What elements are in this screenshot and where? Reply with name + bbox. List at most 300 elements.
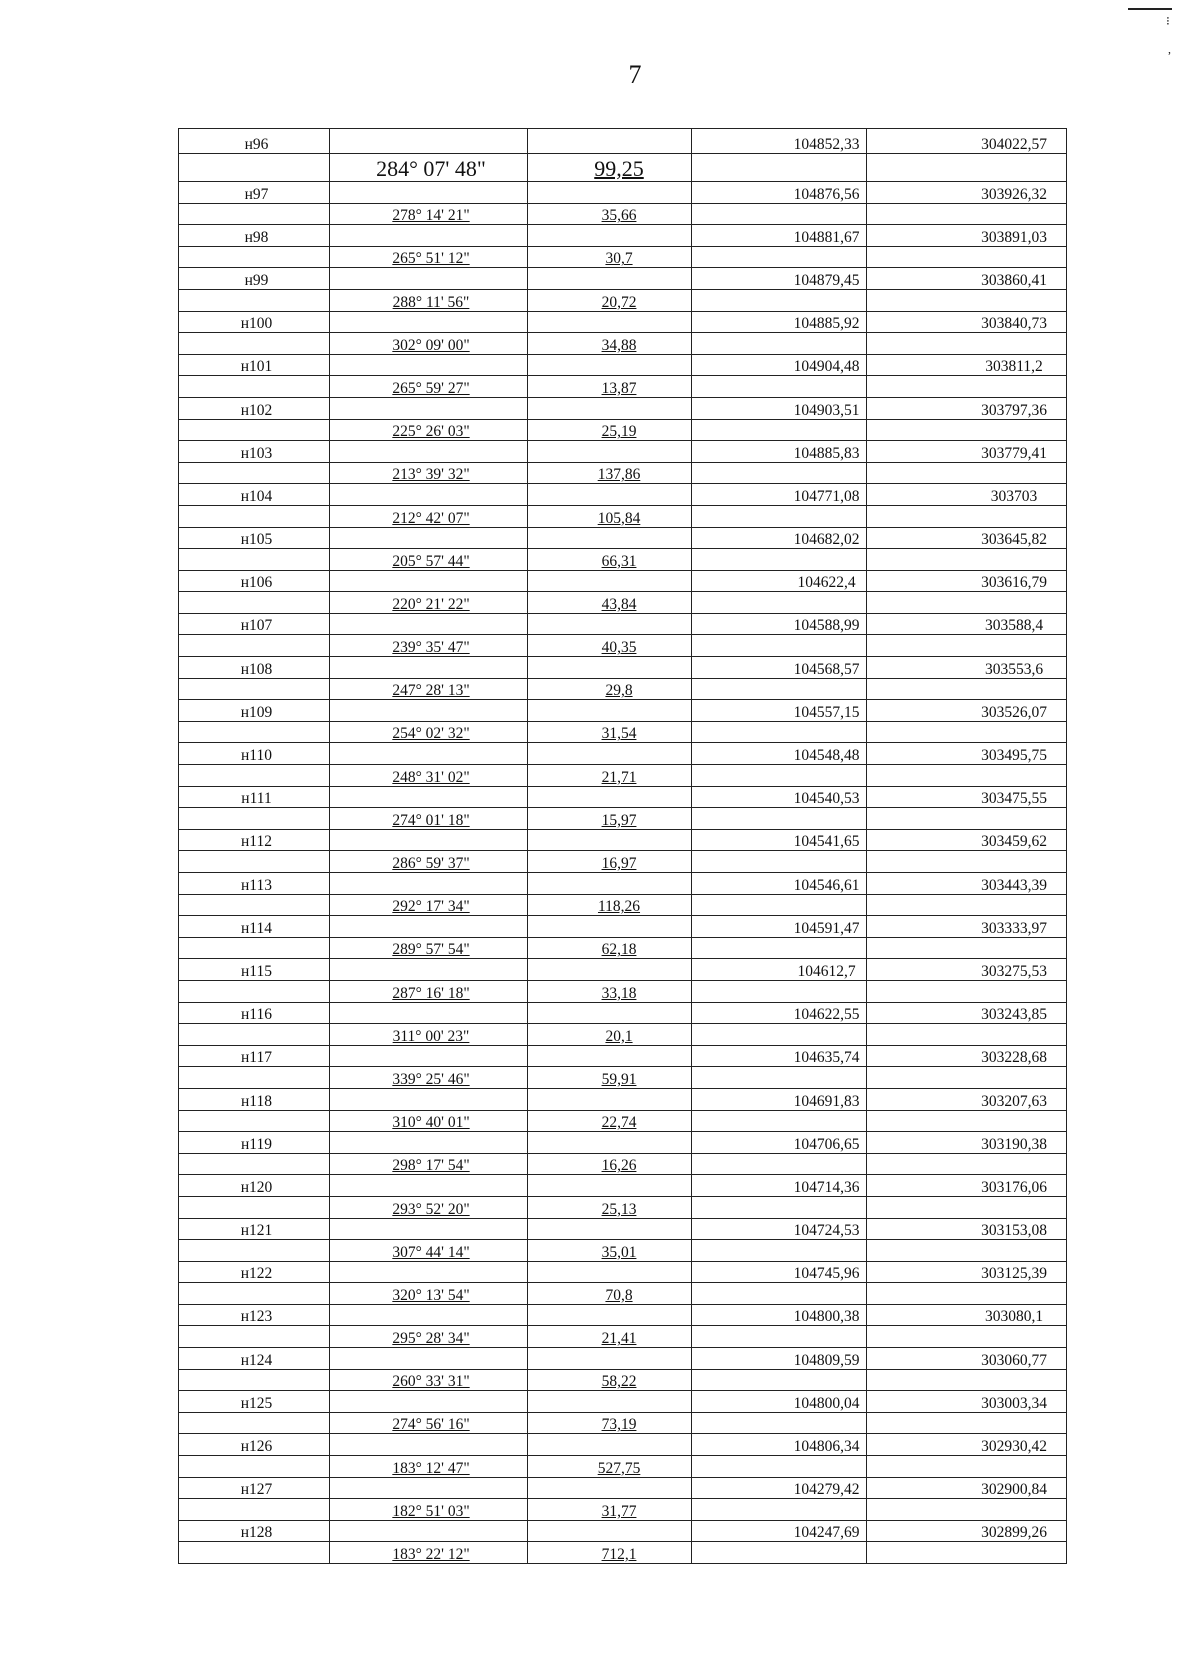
corner-scan-mark xyxy=(1128,8,1172,10)
column-divider xyxy=(691,1478,692,1499)
direction-angle: 183° 12' 47" xyxy=(392,1459,470,1477)
segment-length: 118,26 xyxy=(597,898,641,916)
segment-row xyxy=(179,153,1066,181)
segment-row xyxy=(179,1066,1066,1088)
direction-angle: 213° 39' 32" xyxy=(392,466,470,484)
column-divider xyxy=(329,959,330,980)
column-divider xyxy=(527,722,528,743)
point-name: н101 xyxy=(240,358,273,376)
x-coordinate: 104714,36 xyxy=(793,1178,860,1196)
segment-row xyxy=(179,894,1066,916)
column-divider xyxy=(691,1434,692,1455)
column-divider xyxy=(527,1348,528,1369)
column-divider xyxy=(527,1240,528,1261)
column-divider xyxy=(527,1456,528,1477)
column-divider xyxy=(866,981,867,1002)
column-divider xyxy=(691,268,692,289)
y-coordinate: 303926,32 xyxy=(981,185,1047,203)
point-name: н114 xyxy=(241,919,272,937)
direction-angle: 286° 59' 37" xyxy=(392,855,470,872)
column-divider xyxy=(329,1326,330,1347)
x-coordinate: 104568,57 xyxy=(793,660,860,678)
column-divider xyxy=(329,851,330,872)
column-divider xyxy=(329,743,330,764)
point-row xyxy=(179,1131,1066,1153)
column-divider xyxy=(691,484,692,505)
segment-length: 20,72 xyxy=(601,293,637,311)
column-divider xyxy=(329,808,330,829)
column-divider xyxy=(691,1046,692,1067)
column-divider xyxy=(527,1370,528,1391)
column-divider xyxy=(866,1111,867,1132)
point-name: н128 xyxy=(240,1524,273,1542)
column-divider xyxy=(866,463,867,484)
direction-angle: 239° 35' 47" xyxy=(392,639,470,657)
column-divider xyxy=(866,722,867,743)
column-divider xyxy=(527,1219,528,1240)
column-divider xyxy=(527,1262,528,1283)
segment-row xyxy=(179,721,1066,743)
segment-length: 712,1 xyxy=(601,1546,637,1563)
column-divider xyxy=(527,981,528,1002)
point-row xyxy=(179,1520,1066,1542)
y-coordinate: 303176,06 xyxy=(981,1178,1047,1196)
point-name: н98 xyxy=(244,228,269,246)
segment-length: 99,25 xyxy=(594,156,644,181)
segment-row xyxy=(179,850,1066,872)
segment-row xyxy=(179,332,1066,354)
point-row xyxy=(179,440,1066,462)
column-divider xyxy=(527,420,528,441)
column-divider xyxy=(329,290,330,311)
column-divider xyxy=(329,1046,330,1067)
segment-row xyxy=(179,1412,1066,1434)
direction-angle: 295° 28' 34" xyxy=(392,1330,470,1348)
point-row xyxy=(179,1390,1066,1412)
x-coordinate: 104800,38 xyxy=(793,1308,860,1326)
column-divider xyxy=(329,1434,330,1455)
column-divider xyxy=(527,938,528,959)
segment-row xyxy=(179,1023,1066,1045)
segment-length: 31,77 xyxy=(601,1502,637,1520)
point-row xyxy=(179,483,1066,505)
direction-angle: 307° 44' 14" xyxy=(392,1243,470,1261)
segment-row xyxy=(179,462,1066,484)
column-divider xyxy=(691,700,692,721)
column-divider xyxy=(527,1326,528,1347)
point-row xyxy=(179,1347,1066,1369)
y-coordinate: 303616,79 xyxy=(981,574,1047,592)
segment-length: 25,19 xyxy=(601,423,637,441)
point-row xyxy=(179,354,1066,376)
column-divider xyxy=(866,808,867,829)
segment-length: 58,22 xyxy=(601,1373,637,1391)
column-divider xyxy=(329,1499,330,1520)
column-divider xyxy=(866,1326,867,1347)
column-divider xyxy=(329,1197,330,1218)
x-coordinate: 104622,4 xyxy=(797,574,856,592)
point-row xyxy=(179,128,1066,153)
segment-length: 21,71 xyxy=(601,768,637,786)
column-divider xyxy=(866,333,867,354)
point-name: н122 xyxy=(240,1265,273,1283)
x-coordinate: 104724,53 xyxy=(793,1222,860,1240)
column-divider xyxy=(527,1499,528,1520)
segment-row xyxy=(179,634,1066,656)
column-divider xyxy=(527,635,528,656)
y-coordinate: 303891,03 xyxy=(981,228,1047,246)
column-divider xyxy=(691,873,692,894)
point-row xyxy=(179,267,1066,289)
direction-angle: 320° 13' 54" xyxy=(392,1286,470,1304)
column-divider xyxy=(329,787,330,808)
column-divider xyxy=(329,1132,330,1153)
column-divider xyxy=(691,1132,692,1153)
direction-angle: 310° 40' 01" xyxy=(392,1114,470,1132)
point-name: н126 xyxy=(240,1438,273,1456)
column-divider xyxy=(691,743,692,764)
column-divider xyxy=(329,722,330,743)
column-divider xyxy=(527,959,528,980)
direction-angle: 302° 09' 00" xyxy=(392,336,470,354)
column-divider xyxy=(329,420,330,441)
column-divider xyxy=(527,1003,528,1024)
point-name: н96 xyxy=(244,136,269,153)
y-coordinate: 303495,75 xyxy=(981,747,1047,765)
column-divider xyxy=(691,1262,692,1283)
segment-row xyxy=(179,289,1066,311)
column-divider xyxy=(527,506,528,527)
column-divider xyxy=(866,1154,867,1175)
point-row xyxy=(179,1218,1066,1240)
segment-length: 73,19 xyxy=(601,1416,637,1434)
x-coordinate: 104247,69 xyxy=(793,1524,860,1542)
segment-row xyxy=(179,937,1066,959)
y-coordinate: 303588,4 xyxy=(984,617,1044,635)
point-name: н100 xyxy=(240,315,273,333)
column-divider xyxy=(329,484,330,505)
y-coordinate: 303003,34 xyxy=(981,1394,1047,1412)
column-divider xyxy=(691,398,692,419)
column-divider xyxy=(866,1024,867,1045)
column-divider xyxy=(527,376,528,397)
column-divider xyxy=(691,1219,692,1240)
x-coordinate: 104612,7 xyxy=(797,962,856,980)
column-divider xyxy=(329,398,330,419)
x-coordinate: 104691,83 xyxy=(793,1092,860,1110)
point-name: н117 xyxy=(241,1049,272,1067)
x-coordinate: 104885,92 xyxy=(793,315,860,333)
segment-row xyxy=(179,375,1066,397)
column-divider xyxy=(329,1456,330,1477)
column-divider xyxy=(527,1154,528,1175)
segment-length: 16,97 xyxy=(601,855,637,872)
point-name: н103 xyxy=(240,444,273,462)
column-divider xyxy=(329,592,330,613)
column-divider xyxy=(329,1262,330,1283)
column-divider xyxy=(329,333,330,354)
column-divider xyxy=(329,679,330,700)
y-coordinate: 303526,07 xyxy=(981,703,1047,721)
column-divider xyxy=(866,1370,867,1391)
column-divider xyxy=(329,1305,330,1326)
y-coordinate: 303060,77 xyxy=(981,1351,1047,1369)
point-row xyxy=(179,786,1066,808)
point-row xyxy=(179,1477,1066,1499)
point-name: н118 xyxy=(241,1092,272,1110)
y-coordinate: 303080,1 xyxy=(984,1308,1044,1326)
point-row xyxy=(179,613,1066,635)
point-row xyxy=(179,1088,1066,1110)
x-coordinate: 104588,99 xyxy=(793,617,860,635)
column-divider xyxy=(527,1175,528,1196)
point-row xyxy=(179,1261,1066,1283)
column-divider xyxy=(866,376,867,397)
column-divider xyxy=(691,1391,692,1412)
column-divider xyxy=(866,635,867,656)
column-divider xyxy=(329,441,330,462)
column-divider xyxy=(527,592,528,613)
column-divider xyxy=(329,549,330,570)
segment-row xyxy=(179,678,1066,700)
x-coordinate: 104809,59 xyxy=(793,1351,860,1369)
x-coordinate: 104771,08 xyxy=(793,487,860,505)
direction-angle: 287° 16' 18" xyxy=(392,984,470,1002)
x-coordinate: 104876,56 xyxy=(793,185,860,203)
column-divider xyxy=(329,204,330,225)
direction-angle: 288° 11' 56" xyxy=(392,293,470,311)
column-divider xyxy=(527,851,528,872)
column-divider xyxy=(329,268,330,289)
column-divider xyxy=(329,938,330,959)
column-divider xyxy=(527,1542,528,1563)
segment-row xyxy=(179,246,1066,268)
column-divider xyxy=(866,506,867,527)
column-divider xyxy=(329,154,330,181)
point-name: н113 xyxy=(241,876,272,894)
column-divider xyxy=(329,1478,330,1499)
segment-row xyxy=(179,1110,1066,1132)
segment-length: 62,18 xyxy=(601,941,637,959)
segment-row xyxy=(179,1239,1066,1261)
column-divider xyxy=(329,765,330,786)
direction-angle: 220° 21' 22" xyxy=(392,595,470,613)
y-coordinate: 303243,85 xyxy=(981,1006,1047,1024)
segment-length: 527,75 xyxy=(597,1459,641,1477)
direction-angle: 225° 26' 03" xyxy=(392,423,470,441)
column-divider xyxy=(691,225,692,246)
column-divider xyxy=(691,657,692,678)
column-divider xyxy=(866,1240,867,1261)
point-name: н112 xyxy=(241,833,272,851)
column-divider xyxy=(527,743,528,764)
column-divider xyxy=(691,571,692,592)
y-coordinate: 303125,39 xyxy=(981,1265,1047,1283)
y-coordinate: 303860,41 xyxy=(981,271,1047,289)
column-divider xyxy=(329,247,330,268)
y-coordinate: 303475,55 xyxy=(981,790,1047,808)
column-divider xyxy=(329,1024,330,1045)
column-divider xyxy=(329,571,330,592)
column-divider xyxy=(866,1542,867,1563)
column-divider xyxy=(329,873,330,894)
column-divider xyxy=(691,1348,692,1369)
column-divider xyxy=(527,154,528,181)
column-divider xyxy=(329,981,330,1002)
point-row xyxy=(179,915,1066,937)
segment-length: 13,87 xyxy=(601,379,637,397)
column-divider xyxy=(329,1003,330,1024)
column-divider xyxy=(527,225,528,246)
direction-angle: 183° 22' 12" xyxy=(392,1546,470,1563)
column-divider xyxy=(527,268,528,289)
segment-length: 66,31 xyxy=(601,552,637,570)
x-coordinate: 104591,47 xyxy=(793,919,860,937)
column-divider xyxy=(691,916,692,937)
column-divider xyxy=(329,1283,330,1304)
column-divider xyxy=(329,657,330,678)
column-divider xyxy=(527,463,528,484)
segment-length: 29,8 xyxy=(605,682,633,700)
column-divider xyxy=(866,204,867,225)
column-divider xyxy=(527,290,528,311)
column-divider xyxy=(691,1521,692,1542)
column-divider xyxy=(329,1370,330,1391)
segment-length: 35,01 xyxy=(601,1243,637,1261)
column-divider xyxy=(527,1067,528,1088)
column-divider xyxy=(329,376,330,397)
point-row xyxy=(179,527,1066,549)
point-name: н104 xyxy=(240,487,273,505)
point-name: н111 xyxy=(241,790,272,808)
column-divider xyxy=(329,1089,330,1110)
segment-length: 33,18 xyxy=(601,984,637,1002)
column-divider xyxy=(691,1305,692,1326)
x-coordinate: 104546,61 xyxy=(793,876,860,894)
point-row xyxy=(179,1045,1066,1067)
column-divider xyxy=(527,873,528,894)
column-divider xyxy=(527,895,528,916)
column-divider xyxy=(866,1197,867,1218)
column-divider xyxy=(866,1283,867,1304)
column-divider xyxy=(866,851,867,872)
column-divider xyxy=(866,290,867,311)
column-divider xyxy=(527,1305,528,1326)
y-coordinate: 303797,36 xyxy=(981,401,1047,419)
column-divider xyxy=(691,787,692,808)
point-name: н106 xyxy=(240,574,273,592)
column-divider xyxy=(329,225,330,246)
column-divider xyxy=(329,700,330,721)
point-name: н119 xyxy=(241,1135,272,1153)
direction-angle: 292° 17' 34" xyxy=(392,898,470,916)
segment-length: 21,41 xyxy=(601,1330,637,1348)
column-divider xyxy=(329,830,330,851)
y-coordinate: 302930,42 xyxy=(981,1438,1047,1456)
y-coordinate: 303443,39 xyxy=(981,876,1047,894)
point-name: н127 xyxy=(240,1481,273,1499)
x-coordinate: 104904,48 xyxy=(793,358,860,376)
y-coordinate: 303190,38 xyxy=(981,1135,1047,1153)
column-divider xyxy=(866,1067,867,1088)
column-divider xyxy=(329,635,330,656)
column-divider xyxy=(527,1521,528,1542)
segment-row xyxy=(179,591,1066,613)
column-divider xyxy=(527,528,528,549)
page-number: 7 xyxy=(628,60,642,89)
point-name: н97 xyxy=(244,185,269,203)
column-divider xyxy=(527,398,528,419)
column-divider xyxy=(527,1111,528,1132)
column-divider xyxy=(329,614,330,635)
column-divider xyxy=(527,333,528,354)
direction-angle: 205° 57' 44" xyxy=(392,552,470,570)
point-row xyxy=(179,397,1066,419)
column-divider xyxy=(866,1413,867,1434)
column-divider xyxy=(527,657,528,678)
column-divider xyxy=(329,182,330,203)
point-name: н109 xyxy=(240,703,273,721)
point-name: н108 xyxy=(240,660,273,678)
x-coordinate: 104879,45 xyxy=(793,271,860,289)
segment-row xyxy=(179,1541,1066,1563)
column-divider xyxy=(329,355,330,376)
column-divider xyxy=(527,571,528,592)
direction-angle: 274° 01' 18" xyxy=(392,811,470,829)
segment-row xyxy=(179,807,1066,829)
column-divider xyxy=(866,679,867,700)
segment-row xyxy=(179,1498,1066,1520)
x-coordinate: 104540,53 xyxy=(793,790,860,808)
segment-row xyxy=(179,419,1066,441)
y-coordinate: 303275,53 xyxy=(981,962,1047,980)
y-coordinate: 303553,6 xyxy=(984,660,1044,678)
point-row xyxy=(179,181,1066,203)
point-row xyxy=(179,1304,1066,1326)
point-row xyxy=(179,958,1066,980)
direction-angle: 284° 07' 48" xyxy=(376,156,486,181)
point-name: н120 xyxy=(240,1178,273,1196)
y-coordinate: 303459,62 xyxy=(981,833,1047,851)
column-divider xyxy=(527,484,528,505)
column-divider xyxy=(866,1499,867,1520)
column-divider xyxy=(329,1521,330,1542)
column-divider xyxy=(527,787,528,808)
column-divider xyxy=(527,700,528,721)
column-divider xyxy=(329,1219,330,1240)
column-divider xyxy=(527,182,528,203)
column-divider xyxy=(527,441,528,462)
y-coordinate: 302899,26 xyxy=(981,1524,1047,1542)
column-divider xyxy=(329,528,330,549)
segment-length: 16,26 xyxy=(601,1157,637,1175)
segment-length: 15,97 xyxy=(601,811,637,829)
column-divider xyxy=(527,679,528,700)
point-name: н107 xyxy=(240,617,273,635)
column-divider xyxy=(527,1478,528,1499)
column-divider xyxy=(527,830,528,851)
y-coordinate: 302900,84 xyxy=(981,1481,1047,1499)
point-row xyxy=(179,699,1066,721)
column-divider xyxy=(527,204,528,225)
segment-length: 30,7 xyxy=(605,250,633,268)
column-divider xyxy=(866,154,867,181)
y-coordinate: 303779,41 xyxy=(981,444,1047,462)
direction-angle: 182° 51' 03" xyxy=(392,1502,470,1520)
direction-angle: 298° 17' 54" xyxy=(392,1157,470,1175)
point-name: н102 xyxy=(240,401,273,419)
column-divider xyxy=(329,916,330,937)
